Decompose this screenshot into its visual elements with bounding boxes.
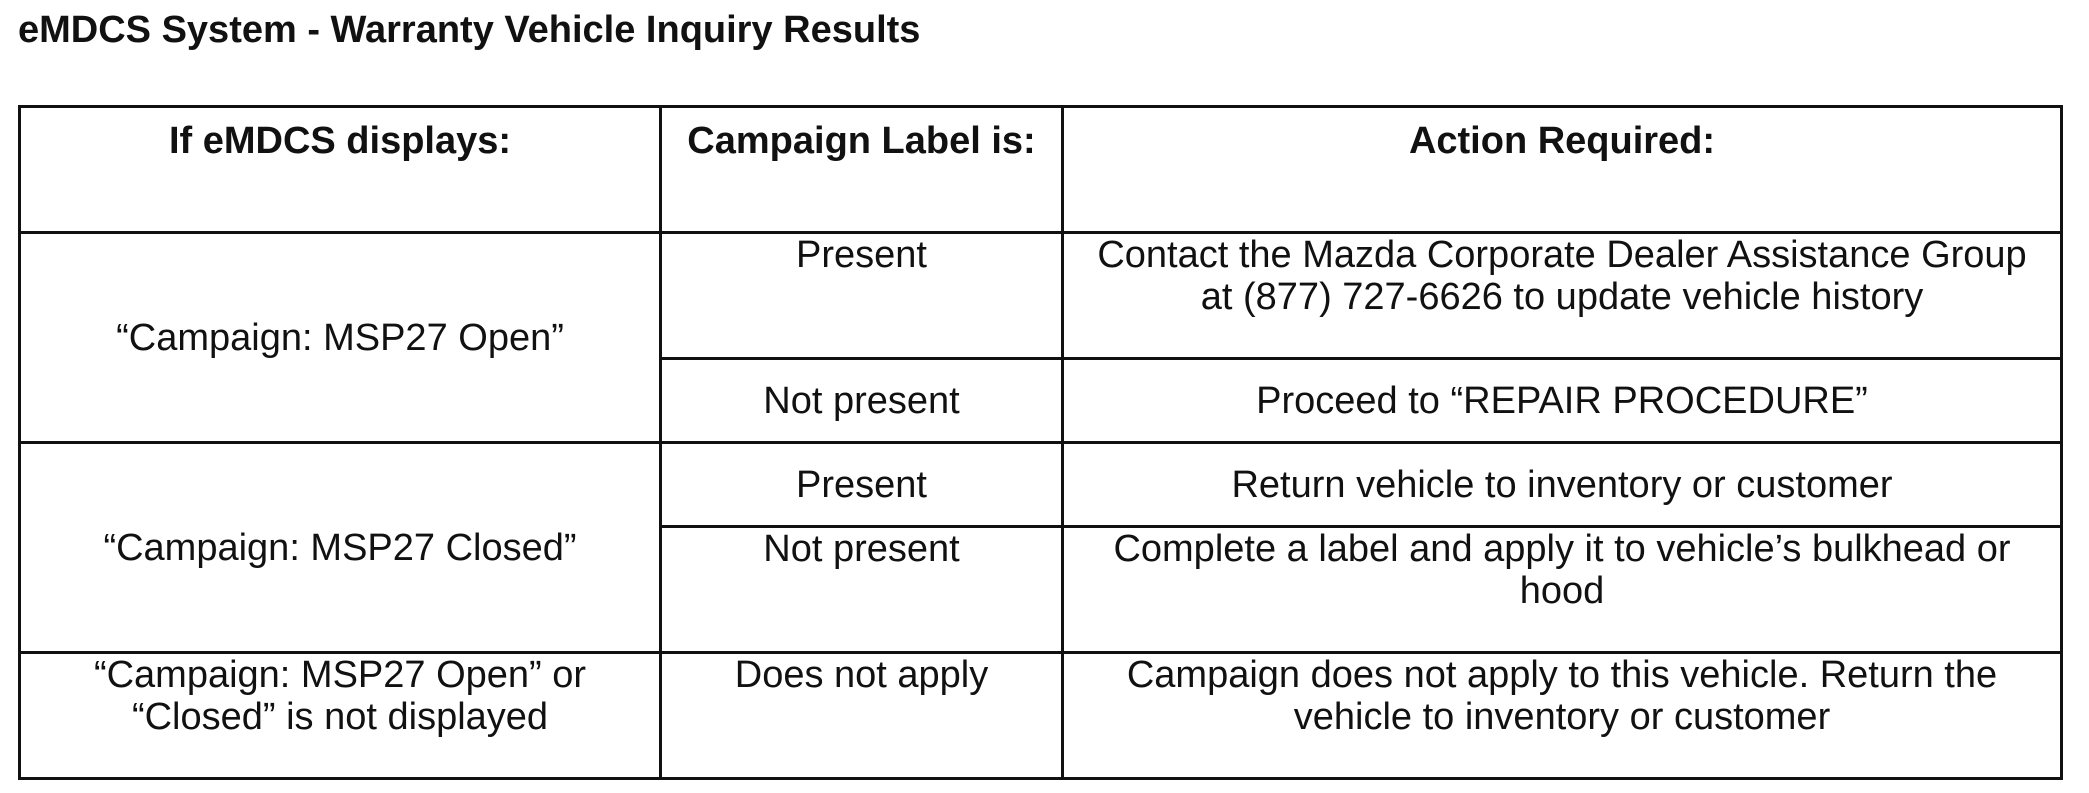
action-required-cell: Return vehicle to inventory or customer — [1063, 443, 2062, 527]
table-row — [20, 443, 2062, 527]
header-action-required: Action Required: — [1063, 107, 2062, 233]
campaign-label-cell: Does not apply — [661, 653, 1063, 779]
page-title: eMDCS System - Warranty Vehicle Inquiry Results — [18, 9, 921, 51]
campaign-label-cell: Not present — [661, 359, 1063, 443]
action-required-cell: Proceed to “REPAIR PROCEDURE” — [1063, 359, 2062, 443]
header-campaign-label: Campaign Label is: — [661, 107, 1063, 233]
emdcs-display-cell: “Campaign: MSP27 Open” or “Closed” is not displayed — [20, 653, 661, 779]
campaign-label-cell: Not present — [661, 527, 1063, 653]
action-required-cell: Complete a label and apply it to vehicle’s bulkhead or hood — [1063, 527, 2062, 653]
table-row — [20, 653, 2062, 779]
header-emdcs-displays: If eMDCS displays: — [20, 107, 661, 233]
campaign-label-cell: Present — [661, 443, 1063, 527]
emdcs-display-cell: “Campaign: MSP27 Open” — [20, 233, 661, 443]
action-required-cell: Contact the Mazda Corporate Dealer Assistance Group at (877) 727-6626 to update vehicle history — [1063, 233, 2062, 359]
action-required-cell: Campaign does not apply to this vehicle. Return the vehicle to inventory or customer — [1063, 653, 2062, 779]
campaign-label-cell: Present — [661, 233, 1063, 359]
emdcs-display-cell: “Campaign: MSP27 Closed” — [20, 443, 661, 653]
inquiry-results-table — [18, 105, 2063, 780]
table-row — [20, 233, 2062, 359]
table-header-row — [20, 107, 2062, 233]
